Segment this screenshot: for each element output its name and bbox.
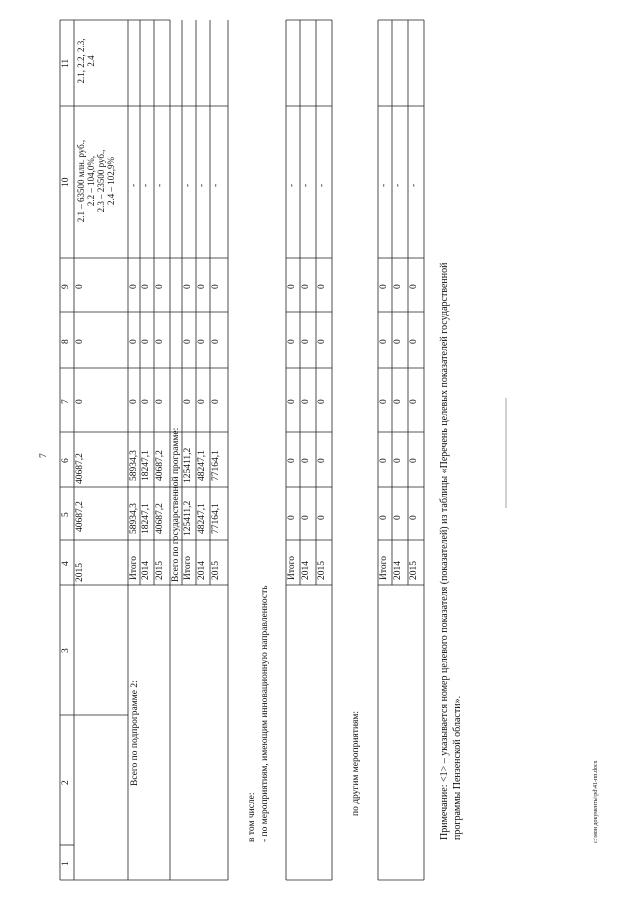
innov-row2-c5: 0 xyxy=(301,515,311,520)
innovation-label: - по мероприятиям, имеющим инновационную направленность xyxy=(260,585,270,842)
innov-row2-c8: 0 xyxy=(301,339,311,344)
sub-row2-c9: 0 xyxy=(141,284,151,289)
innov-row3-label: 2015 xyxy=(317,561,327,580)
footer-file-path: c:\мои документы\pd\41-пп.docx xyxy=(593,760,599,843)
col-number-8: 8 xyxy=(61,339,71,344)
including-label: в том числе: xyxy=(247,792,257,842)
sub-row3-label: 2015 xyxy=(155,561,165,580)
sub-row2-c6: 18247,1 xyxy=(141,450,151,481)
innov-row2-label: 2014 xyxy=(301,561,311,580)
other-row3-c6: 0 xyxy=(409,458,419,463)
note-line-2: программы Пензенской области». xyxy=(452,695,463,840)
col-number-11: 11 xyxy=(61,58,71,68)
innov-row2-c7: 0 xyxy=(301,399,311,404)
other-row1-c5: 0 xyxy=(379,515,389,520)
col-number-9: 9 xyxy=(61,284,71,289)
sub-row1-c6: 58934,3 xyxy=(129,450,139,481)
other-row3-c5: 0 xyxy=(409,515,419,520)
other-label: по другим мероприятиям: xyxy=(351,710,361,816)
first-row-c9: 0 xyxy=(75,284,85,289)
col-number-2: 2 xyxy=(61,780,71,785)
other-row3-label: 2015 xyxy=(409,561,419,580)
other-row1-c6: 0 xyxy=(379,458,389,463)
prog-row3-c8: 0 xyxy=(211,339,221,344)
sub-row1-c9: 0 xyxy=(129,284,139,289)
program-label: Всего по государственной программе: xyxy=(171,427,181,582)
other-row3-c8: 0 xyxy=(409,339,419,344)
indicator-values: 2.1 – 63500 млн. руб., 2.2 – 104,0%, 2.3 – 23500 руб., 2.4 – 102,9% xyxy=(76,139,116,223)
innov-row3-c10: - xyxy=(317,183,327,187)
other-row2-c9: 0 xyxy=(393,284,403,289)
prog-row1-c7: 0 xyxy=(183,399,193,404)
innov-row2-c9: 0 xyxy=(301,284,311,289)
sub-row2-c10: - xyxy=(141,183,151,187)
note-line-1: Примечание: <1> – указывается номер целевого показателя (показателей) из таблицы «Перечень целевых показателей государственной xyxy=(439,262,450,840)
innov-row1-c10: - xyxy=(287,183,297,187)
other-row2-c7: 0 xyxy=(393,399,403,404)
sub-row1-label: Итого xyxy=(129,555,139,580)
sub-row1-c7: 0 xyxy=(129,399,139,404)
other-row3-c10: - xyxy=(409,183,419,187)
prog-row3-c10: - xyxy=(211,183,221,187)
prog-row1-c6: 125411,2 xyxy=(183,447,193,483)
prog-row1-c8: 0 xyxy=(183,339,193,344)
sub-row3-c10: - xyxy=(155,183,165,187)
other-row3-c7: 0 xyxy=(409,399,419,404)
prog-row1-c9: 0 xyxy=(183,284,193,289)
prog-row3-c6: 77164,1 xyxy=(211,450,221,481)
first-row-c5: 40687,2 xyxy=(75,501,85,532)
innov-row1-label: Итого xyxy=(287,555,297,580)
innov-row1-c7: 0 xyxy=(287,399,297,404)
sub-row2-label: 2014 xyxy=(141,561,151,580)
prog-row2-c10: - xyxy=(197,183,207,187)
prog-row2-label: 2014 xyxy=(197,561,207,580)
innov-row3-c5: 0 xyxy=(317,515,327,520)
other-row2-c8: 0 xyxy=(393,339,403,344)
prog-row3-c9: 0 xyxy=(211,284,221,289)
other-row2-c10: - xyxy=(393,183,403,187)
prog-row2-c9: 0 xyxy=(197,284,207,289)
prog-row2-c6: 48247,1 xyxy=(197,450,207,481)
other-row2-c6: 0 xyxy=(393,458,403,463)
prog-row2-c5: 48247,1 xyxy=(197,503,207,534)
innov-row1-c8: 0 xyxy=(287,339,297,344)
sub-row1-c10: - xyxy=(129,183,139,187)
prog-row1-c5: 125411,2 xyxy=(183,500,193,536)
sub-row2-c5: 18247,1 xyxy=(141,503,151,534)
sub-row2-c7: 0 xyxy=(141,399,151,404)
prog-row1-label: Итого xyxy=(183,555,193,580)
col-number-3: 3 xyxy=(61,648,71,653)
first-row-c7: 0 xyxy=(75,399,85,404)
prog-row2-c7: 0 xyxy=(197,399,207,404)
first-row-year: 2015 xyxy=(75,563,85,582)
sub-row1-c8: 0 xyxy=(129,339,139,344)
first-row-c6: 40687,2 xyxy=(75,453,85,484)
sub-row3-c7: 0 xyxy=(155,399,165,404)
page-number: 7 xyxy=(39,453,49,458)
other-row1-c9: 0 xyxy=(379,284,389,289)
sub-row3-c8: 0 xyxy=(155,339,165,344)
innov-row3-c8: 0 xyxy=(317,339,327,344)
col-number-4: 4 xyxy=(61,561,71,566)
innov-row2-c10: - xyxy=(301,183,311,187)
col-number-6: 6 xyxy=(61,458,71,463)
prog-row2-c8: 0 xyxy=(197,339,207,344)
other-row2-c5: 0 xyxy=(393,515,403,520)
innov-row2-c6: 0 xyxy=(301,458,311,463)
subprogram-label: Всего по подпрограмме 2: xyxy=(130,680,140,786)
first-row-c8: 0 xyxy=(75,339,85,344)
sub-row2-c8: 0 xyxy=(141,339,151,344)
other-row2-label: 2014 xyxy=(393,561,403,580)
sub-row1-c5: 58934,3 xyxy=(129,503,139,534)
innov-row3-c7: 0 xyxy=(317,399,327,404)
innov-row1-c9: 0 xyxy=(287,284,297,289)
col-number-5: 5 xyxy=(61,512,71,517)
sub-row3-c6: 40687,2 xyxy=(155,450,165,481)
innov-row3-c9: 0 xyxy=(317,284,327,289)
prog-row1-c10: - xyxy=(183,183,193,187)
col-number-10: 10 xyxy=(61,177,71,187)
other-row1-c8: 0 xyxy=(379,339,389,344)
other-row1-c10: - xyxy=(379,183,389,187)
indicator-numbers: 2.1, 2.2, 2.3, 2.4 xyxy=(76,38,96,84)
sub-row3-c5: 40687,2 xyxy=(155,503,165,534)
other-row1-c7: 0 xyxy=(379,399,389,404)
innov-row1-c5: 0 xyxy=(287,515,297,520)
prog-row3-c5: 77164,1 xyxy=(211,503,221,534)
sub-row3-c9: 0 xyxy=(155,284,165,289)
innov-row3-c6: 0 xyxy=(317,458,327,463)
innov-row1-c6: 0 xyxy=(287,458,297,463)
col-number-1: 1 xyxy=(61,861,71,866)
prog-row3-c7: 0 xyxy=(211,399,221,404)
col-number-7: 7 xyxy=(61,399,71,404)
other-row3-c9: 0 xyxy=(409,284,419,289)
other-row1-label: Итого xyxy=(379,555,389,580)
prog-row3-label: 2015 xyxy=(211,561,221,580)
